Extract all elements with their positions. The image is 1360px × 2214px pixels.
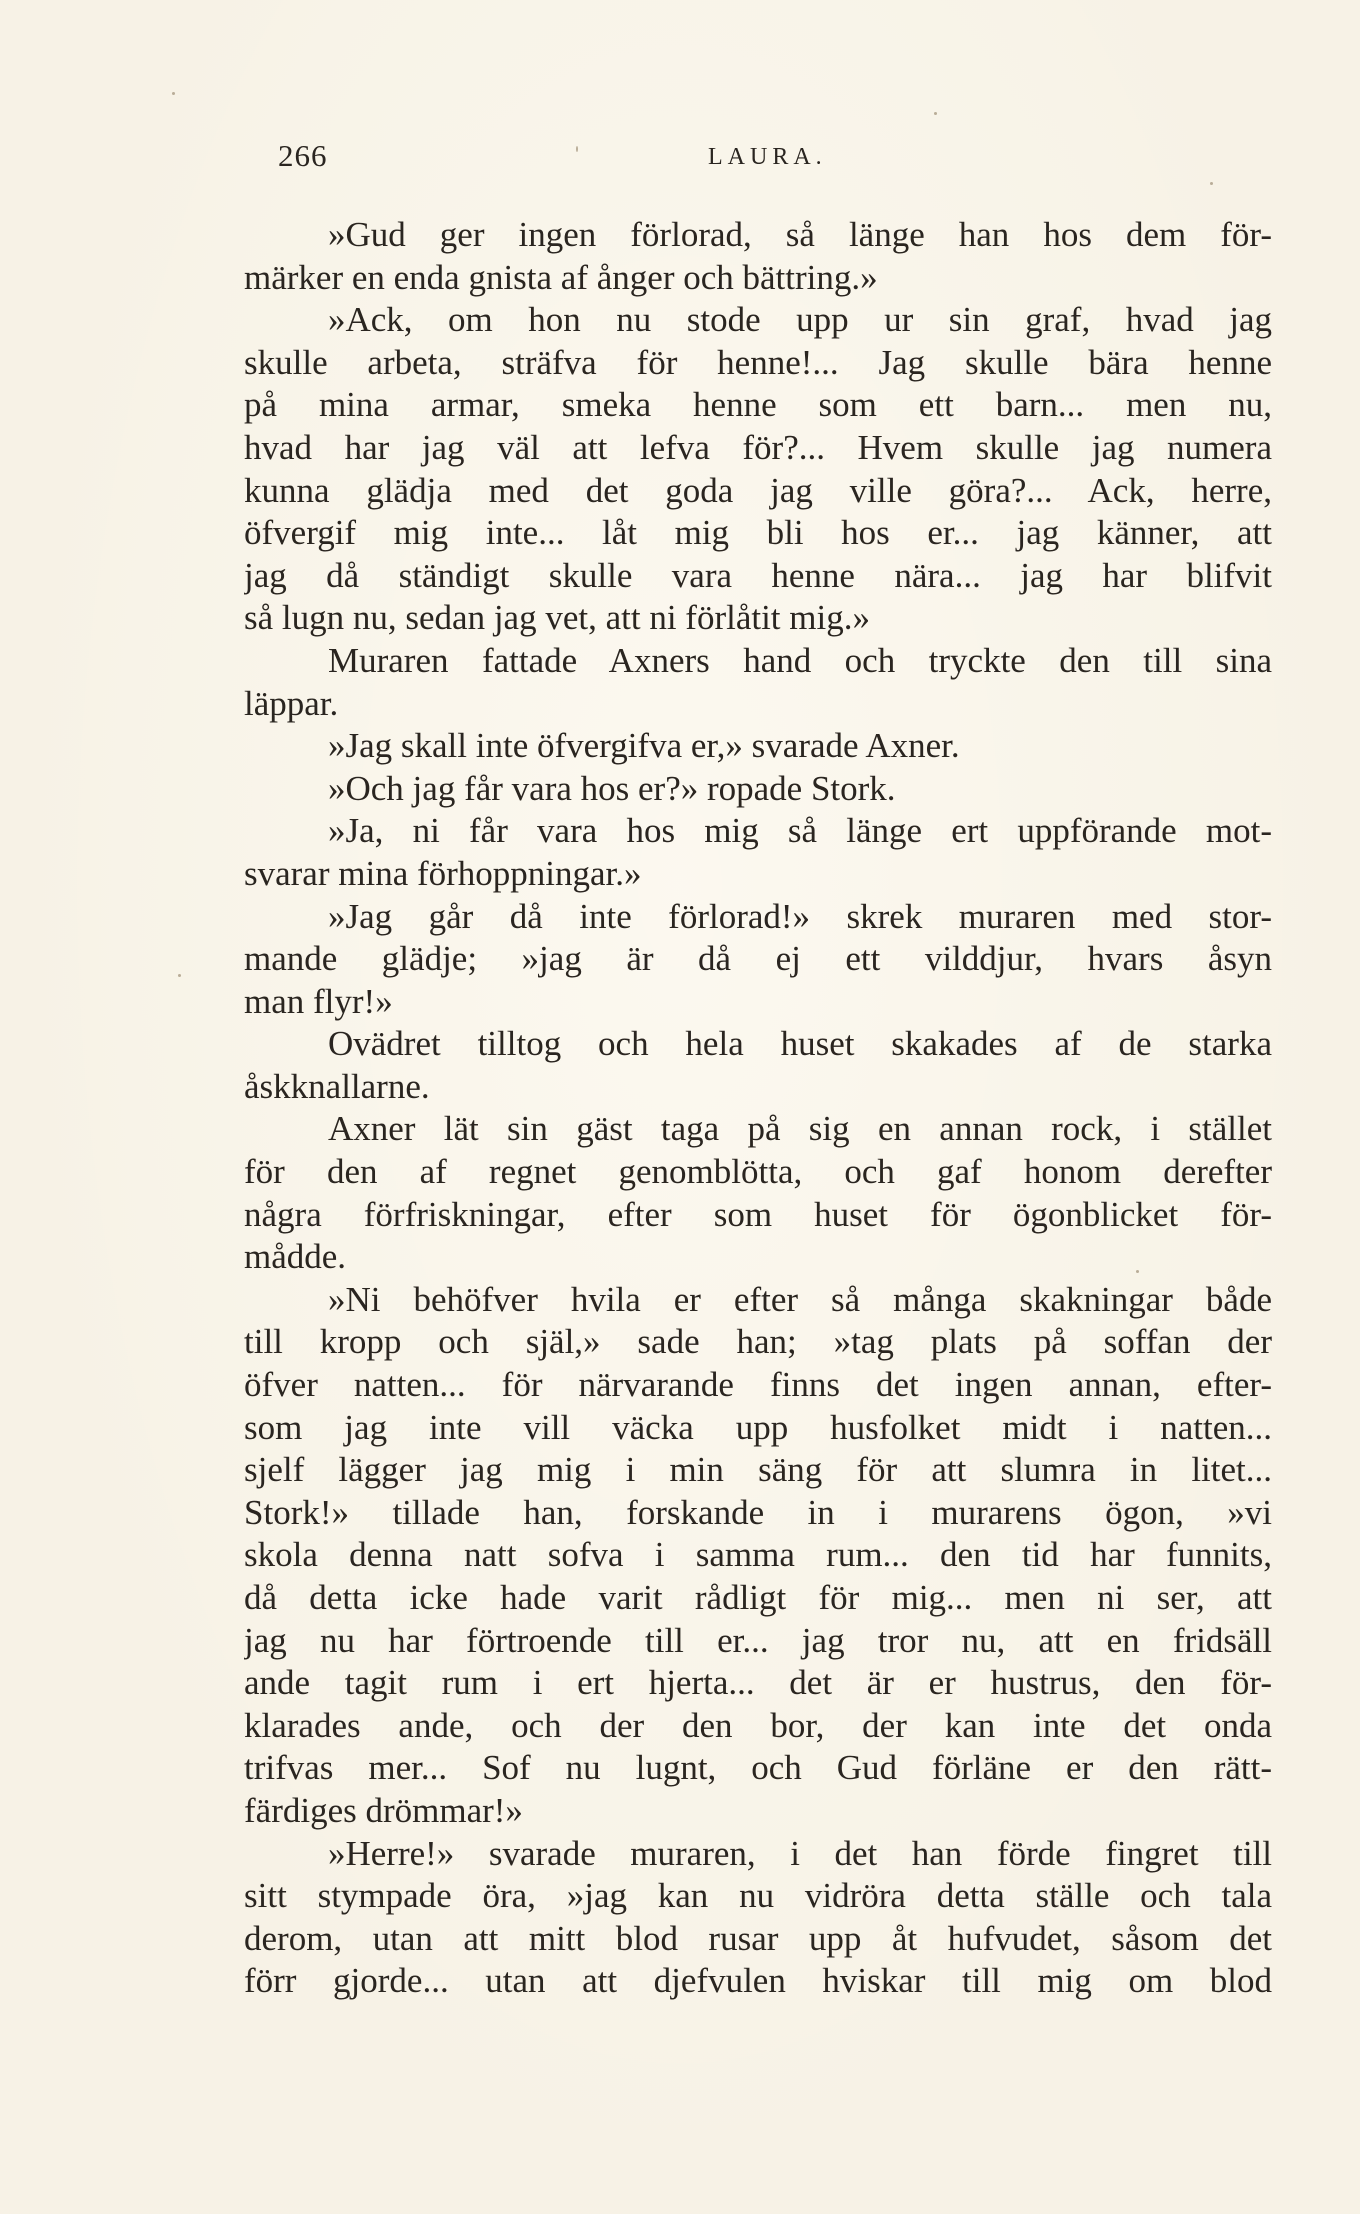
text-line: som jag inte vill väcka upp husfolket midt i natten... [244,1407,1272,1447]
text-line: då detta icke hade varit rådligt för mig... men ni ser, att [244,1578,1272,1617]
text-line: åskknallarne. [244,1066,430,1106]
text-line: Ovädret tilltog och hela huset skakades af de starka [328,1024,1272,1064]
text-line: hvad har jag väl att lefva för?... Hvem skulle jag numera [244,427,1272,467]
paper-speck [934,112,937,115]
paper-speck [178,974,181,977]
text-line: »Ack, om hon nu stode upp ur sin graf, hvad jag [328,300,1272,340]
text-line: läppar. [244,683,339,723]
text-line: Muraren fattade Axners hand och tryckte den till sina [328,640,1272,680]
paper-speck [1210,182,1213,185]
text-line: öfver natten... för närvarande finns det ingen annan, efter- [244,1365,1272,1405]
body-text [244,214,1272,2003]
text-line: »Och jag får vara hos er?» ropade Stork. [328,768,896,808]
paper-speck [172,92,175,95]
text-line: sitt stympade öra, »jag kan nu vidröra detta ställe och tala [244,1876,1272,1916]
paper-speck [1136,1270,1139,1273]
text-line: »Ja, ni får vara hos mig så länge ert uppförande mot- [328,811,1272,851]
text-line: färdiges drömmar!» [244,1790,523,1830]
text-line: »Ni behöfver hvila er efter så många skakningar både [328,1279,1272,1319]
text-line: man flyr!» [244,981,393,1021]
text-line: derom, utan att mitt blod rusar upp åt hufvudet, såsom det [244,1918,1272,1958]
text-line: Stork!» tillade han, forskande in i murarens ögon, »vi [244,1492,1272,1532]
text-line: svarar mina förhoppningar.» [244,853,642,893]
running-head [240,138,1120,182]
text-line: skulle arbeta, sträfva för henne!... Jag skulle bära henne [244,342,1272,382]
text-line: jag då ständigt skulle vara henne nära... jag har blifvit [244,555,1272,595]
text-line: förr gjorde... utan att djefvulen hviskar till mig om blod [244,1961,1272,2001]
text-line: sjelf lägger jag mig i min säng för att slumra in litet... [244,1450,1272,1490]
text-line: mande glädje; »jag är då ej ett vilddjur, hvars åsyn [244,939,1272,979]
running-title: LAURA. [708,144,827,170]
text-line: Axner lät sin gäst taga på sig en annan rock, i stället [328,1109,1272,1149]
text-line: mådde. [244,1237,347,1277]
text-line: skola denna natt sofva i samma rum... den tid har funnits, [244,1535,1272,1575]
text-line: »Gud ger ingen förlorad, så länge han hos dem för- [328,215,1272,254]
page-number: 266 [278,138,328,173]
text-line: för den af regnet genomblötta, och gaf honom derefter [244,1152,1272,1192]
text-line: ande tagit rum i ert hjerta... det är er hustrus, den för- [244,1663,1272,1703]
text-line: på mina armar, smeka henne som ett barn... men nu, [244,385,1272,425]
text-line: »Jag går då inte förlorad!» skrek muraren med stor- [328,896,1272,936]
text-line: trifvas mer... Sof nu lugnt, och Gud förläne er den rätt- [244,1748,1272,1788]
text-line: så lugn nu, sedan jag vet, att ni förlåtit mig.» [244,598,870,638]
paper-speck [576,146,578,152]
text-line: »Herre!» svarade muraren, i det han förde fingret till [328,1833,1272,1873]
text-line: till kropp och själ,» sade han; »tag plats på soffan der [244,1322,1272,1362]
text-line: jag nu har förtroende till er... jag tror nu, att en fridsäll [244,1620,1272,1660]
text-line: några förfriskningar, efter som huset för ögonblicket för- [244,1194,1272,1234]
text-line: öfvergif mig inte... låt mig bli hos er... jag känner, att [244,513,1272,553]
text-line: klarades ande, och der den bor, der kan inte det onda [244,1705,1272,1745]
text-line: »Jag skall inte öfvergifva er,» svarade Axner. [328,726,960,766]
text-line: kunna glädja med det goda jag ville göra?... Ack, herre, [244,470,1272,510]
text-line: märker en enda gnista af ånger och bättring.» [244,257,878,297]
